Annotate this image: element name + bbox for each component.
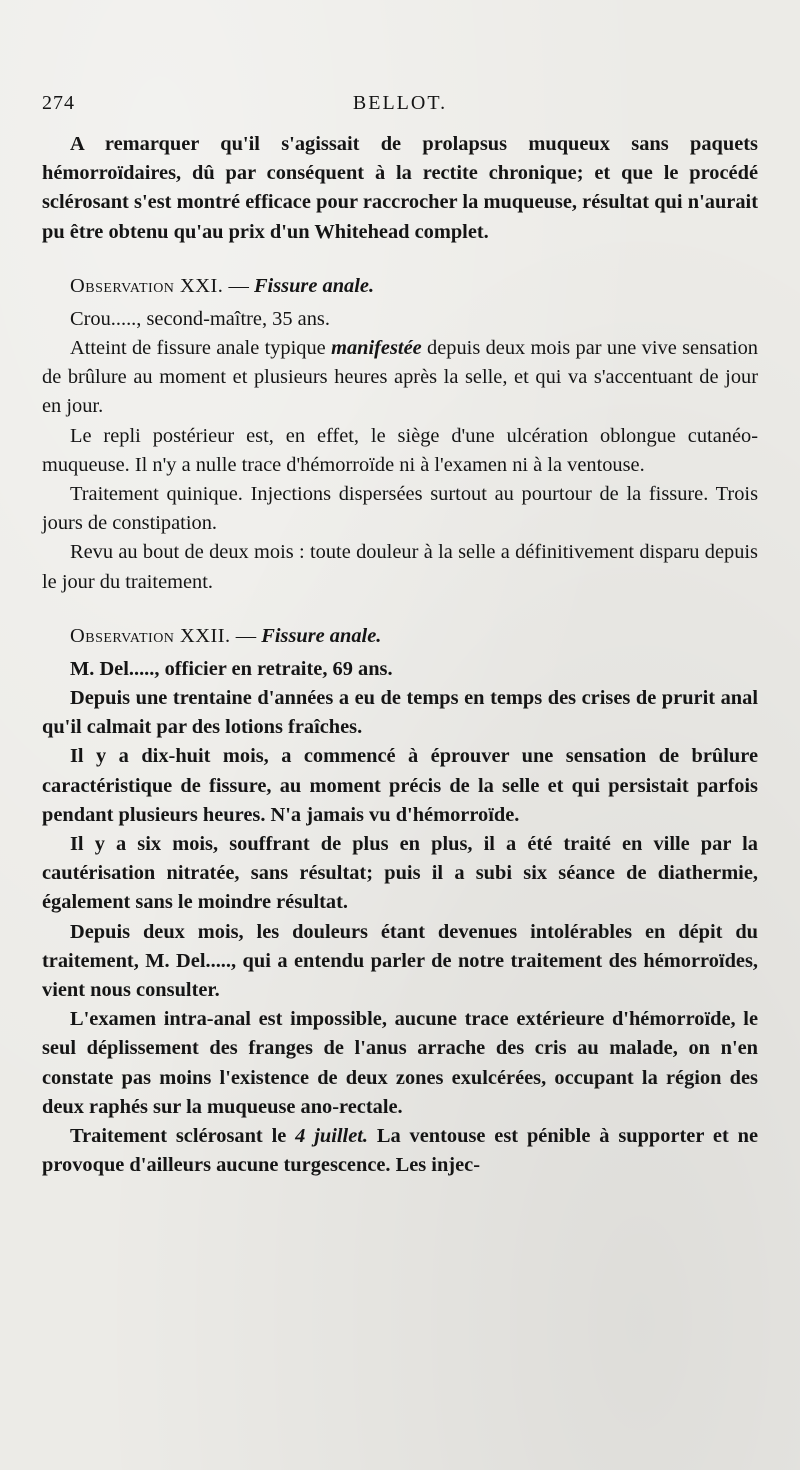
observation-22-number: Observation XXII. bbox=[70, 624, 231, 647]
observation-22 bbox=[42, 621, 758, 1181]
observation-21-paragraph-2 bbox=[42, 334, 758, 422]
observation-22-paragraph-6: L'examen intra-anal est impossible, aucune trace extérieure d'hémorroïde, le seul déplissement des franges de l'anus arrache des cris au malade, on n'en constate pas moins l'existence de deux zones exulcérées, occupant la région des deux raphés sur la muqueuse ano-rectale. bbox=[42, 1008, 758, 1118]
observation-21-title: Fissure anale. bbox=[253, 274, 375, 297]
observation-21-paragraph-5: Revu au bout de deux mois : toute douleur à la selle a définitivement disparu depuis le jour du traitement. bbox=[42, 541, 758, 593]
observation-22-date: 4 juillet. bbox=[295, 1125, 369, 1148]
observation-22-dash: — bbox=[230, 624, 262, 647]
observation-22-paragraph-5: Depuis deux mois, les douleurs étant devenues intolérables en dépit du traitement, M. Del....., qui a entendu parler de notre traitement des hémorroïdes, vient nous consulter. bbox=[42, 920, 758, 1002]
observation-22-title: Fissure anale. bbox=[261, 624, 382, 647]
observation-22-heading bbox=[42, 621, 758, 651]
running-title: BELLOT. bbox=[352, 92, 448, 114]
observation-22-paragraph-7-end: La ventouse est pénible à supporter et ne provoque d'ailleurs aucune turgescence. Les injec- bbox=[42, 1125, 758, 1177]
observation-21-paragraph-4: Traitement quinique. Injections dispersées surtout au pourtour de la fissure. Trois jours de constipation. bbox=[42, 483, 758, 535]
observation-21-paragraph-3: Le repli postérieur est, en effet, le siège d'une ulcération oblongue cutanéo-muqueuse. Il n'y a nulle trace d'hémorroïde ni à l'examen ni à la ventouse. bbox=[42, 424, 758, 476]
page-body bbox=[42, 130, 758, 1181]
observation-21-paragraph-2-start: Atteint de fissure anale typique bbox=[70, 337, 332, 360]
observation-21-dash: — bbox=[223, 274, 254, 297]
observation-21-emphasis: manifestée bbox=[331, 337, 422, 360]
observation-21-number: Observation XXI. bbox=[70, 274, 224, 297]
observation-22-paragraph-7 bbox=[42, 1122, 758, 1180]
observation-22-paragraph-1: M. Del....., officier en retraite, 69 ans. bbox=[70, 657, 393, 680]
page-number: 274 bbox=[42, 92, 75, 114]
observation-21-heading bbox=[42, 271, 758, 301]
observation-21-paragraph-1: Crou....., second-maître, 35 ans. bbox=[70, 307, 330, 330]
observation-21-paragraph-2-end: depuis deux mois par une vive sensation de brûlure au moment et plusieurs heures après la selle, et qui va s'accentuant de jour en jour. bbox=[42, 337, 759, 418]
observation-22-paragraph-3: Il y a dix-huit mois, a commencé à éprouver une sensation de brûlure caractéristique de fissure, au moment précis de la selle et qui persistait parfois pendant plusieurs heures. N'a jamais vu d'hémorroïde. bbox=[42, 745, 758, 826]
running-head bbox=[42, 92, 758, 124]
observation-22-paragraph-7-start: Traitement sclérosant le bbox=[70, 1125, 296, 1148]
intro-paragraph: A remarquer qu'il s'agissait de prolapsus muqueux sans paquets hémorroïdaires, dû par conséquent à la rectite chronique; et que le procédé sclérosant s'est montré efficace pour raccrocher la muqueuse, résultat qui n'aurait pu être obtenu qu'au prix d'un Whitehead complet. bbox=[42, 133, 758, 243]
observation-21 bbox=[42, 271, 758, 597]
observation-22-paragraph-4: Il y a six mois, souffrant de plus en plus, il a été traité en ville par la cautérisation nitratée, sans résultat; puis il a subi six séance de diathermie, également sans le moindre résultat. bbox=[42, 833, 758, 914]
observation-22-paragraph-2: Depuis une trentaine d'années a eu de temps en temps des crises de prurit anal qu'il calmait par des lotions fraîches. bbox=[42, 687, 758, 739]
